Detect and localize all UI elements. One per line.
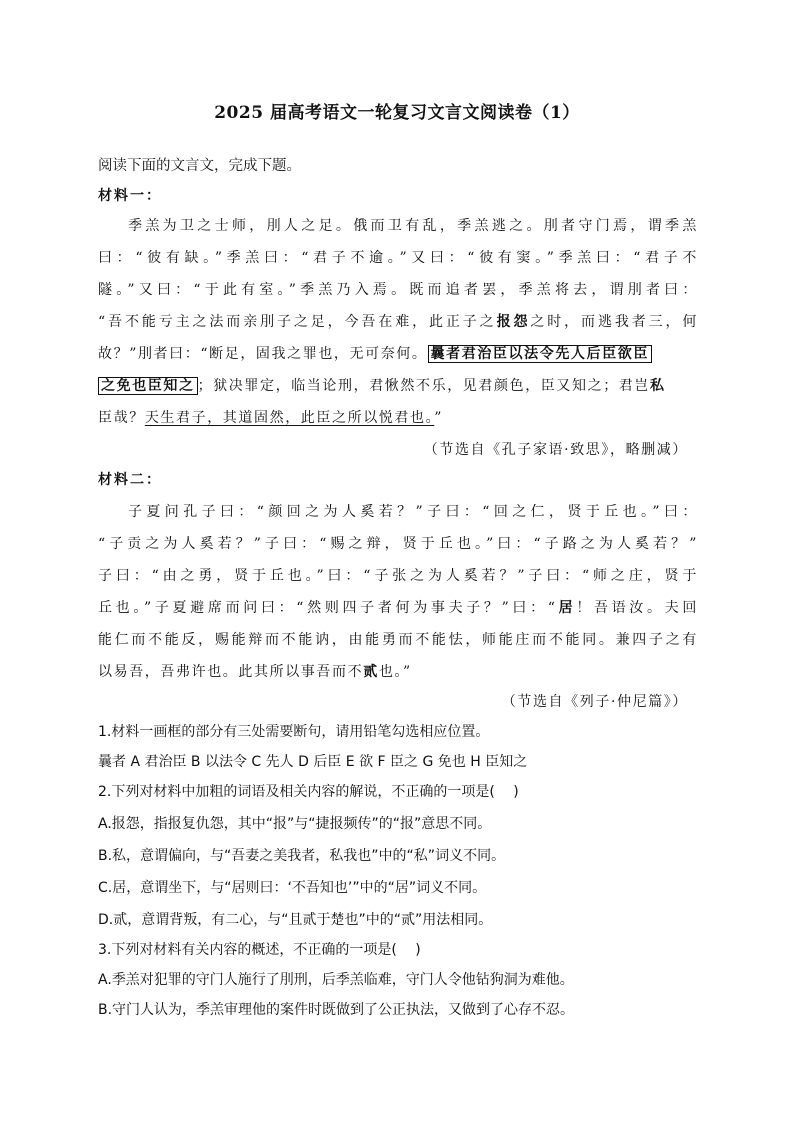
material1-line4-text-a: “吾不能亏主之法而亲刖子之足，今吾在难，此正子之 xyxy=(98,314,497,330)
question-3-option-b: B.守门人认为，季羔审理他的案件时既做到了公正执法，又做到了心存不忍。 xyxy=(98,1002,575,1018)
bold-word-er: 贰 xyxy=(363,664,379,680)
question-2-option-c: C.居，意谓坐下，与“居则曰：‘不吾知也’”中的“居”词义不同。 xyxy=(98,880,487,896)
material1-line6-text-a: ；狱决罪定，临当论刑，君愀然不乐，见君颜色，臣又知之；君岂 xyxy=(197,378,651,394)
page-title: 2025 届高考语文一轮复习文言文阅读卷（1） xyxy=(214,103,580,123)
material2-heading: 材料二： xyxy=(98,472,162,488)
material2-line3: 子曰：“由之勇，贤于丘也。”曰：“子张之为人奚若？”子曰：“师之庄，贤于 xyxy=(98,568,698,584)
material2-line6-text-a: 以易吾，吾弗许也。此其所以事吾而不 xyxy=(98,664,364,680)
material1-line5-text: 故？”刖者曰：“断足，固我之罪也，无可奈何。 xyxy=(98,346,428,362)
material1-source: （节选自《孔子家语·致思》，略删减） xyxy=(423,442,688,458)
question-2-option-a: A.报怨，指报复仇怨，其中“报”与“捷报频传”的“报”意思不同。 xyxy=(98,816,492,832)
instruction-text: 阅读下面的文言文，完成下题。 xyxy=(98,158,301,174)
material2-line4-text-a: 丘也。”子夏避席而问曰：“然则四子者何为事夫子？”曰：“ xyxy=(98,600,557,616)
question-2: 2.下列对材料中加粗的词语及相关内容的解说，不正确的一项是( ) xyxy=(98,784,519,800)
question-2-option-b: B.私，意谓偏向，与“吾妻之美我者，私我也”中的“私”词义不同。 xyxy=(98,848,506,864)
material2-line4-text-c: ！吾语汝。夫回 xyxy=(576,600,698,616)
material2-line4 xyxy=(98,598,698,618)
material2-line5: 能仁而不能反，赐能辩而不能讷，由能勇而不能怯，师能庄而不能同。兼四子之有 xyxy=(98,632,698,648)
question-3-option-a: A.季羔对犯罪的守门人施行了刖刑，后季羔临难，守门人令他钻狗洞为难他。 xyxy=(98,972,574,988)
boxed-passage-part2: 之免也臣知之 xyxy=(98,377,198,395)
bold-word-si: 私 xyxy=(650,378,666,394)
material1-line7-text-b: ” xyxy=(434,410,443,426)
material1-line6 xyxy=(98,376,698,396)
material1-line4 xyxy=(98,312,698,332)
material1-line4-text-c: 之时，而逃我者三，何 xyxy=(530,314,699,330)
bold-word-ju: 居 xyxy=(556,600,577,616)
underlined-sentence: 天生君子，其道固然，此臣之所以悦君也。 xyxy=(144,410,435,426)
bold-word-baoyuan: 报怨 xyxy=(496,314,531,330)
material1-heading: 材料一： xyxy=(98,188,162,204)
material1-line5 xyxy=(98,344,698,364)
material1-line7-text-a: 臣哉？ xyxy=(98,410,145,426)
material2-line6 xyxy=(98,662,698,682)
question-1-options: 曩者 A 君治臣 B 以法令 C 先人 D 后臣 E 欲 F 臣之 G 免也 H 臣知之 xyxy=(98,754,528,770)
material2-source: （节选自《列子·仲尼篇》） xyxy=(501,694,688,710)
material2-line2: “子贡之为人奚若？”子曰：“赐之辩，贤于丘也。”曰：“子路之为人奚若？” xyxy=(98,536,698,552)
material1-line3: 隧。”又曰：“于此有室。”季羔乃入焉。既而追者罢，季羔将去，谓刖者曰： xyxy=(98,282,698,298)
material1-line2: 曰：“彼有缺。”季羔曰：“君子不逾。”又曰：“彼有窦。”季羔曰：“君子不 xyxy=(98,250,698,266)
material2-line6-text-c: 也。” xyxy=(378,664,412,680)
material1-line1: 季羔为卫之士师，刖人之足。俄而卫有乱，季羔逃之。刖者守门焉，谓季羔 xyxy=(128,218,698,234)
question-3: 3.下列对材料有关内容的概述，不正确的一项是( ) xyxy=(98,942,421,958)
material2-line1: 子夏问孔子曰：“颜回之为人奚若？”子曰：“回之仁，贤于丘也。”曰： xyxy=(128,504,698,520)
question-2-option-d: D.贰，意谓背叛，有二心，与“且贰于楚也”中的“贰”用法相同。 xyxy=(98,912,493,928)
question-1: 1.材料一画框的部分有三处需要断句，请用铅笔勾选相应位置。 xyxy=(98,724,490,740)
boxed-passage-part1: 曩者君治臣以法令先人后臣欲臣 xyxy=(428,345,652,363)
material1-line7 xyxy=(98,408,698,428)
